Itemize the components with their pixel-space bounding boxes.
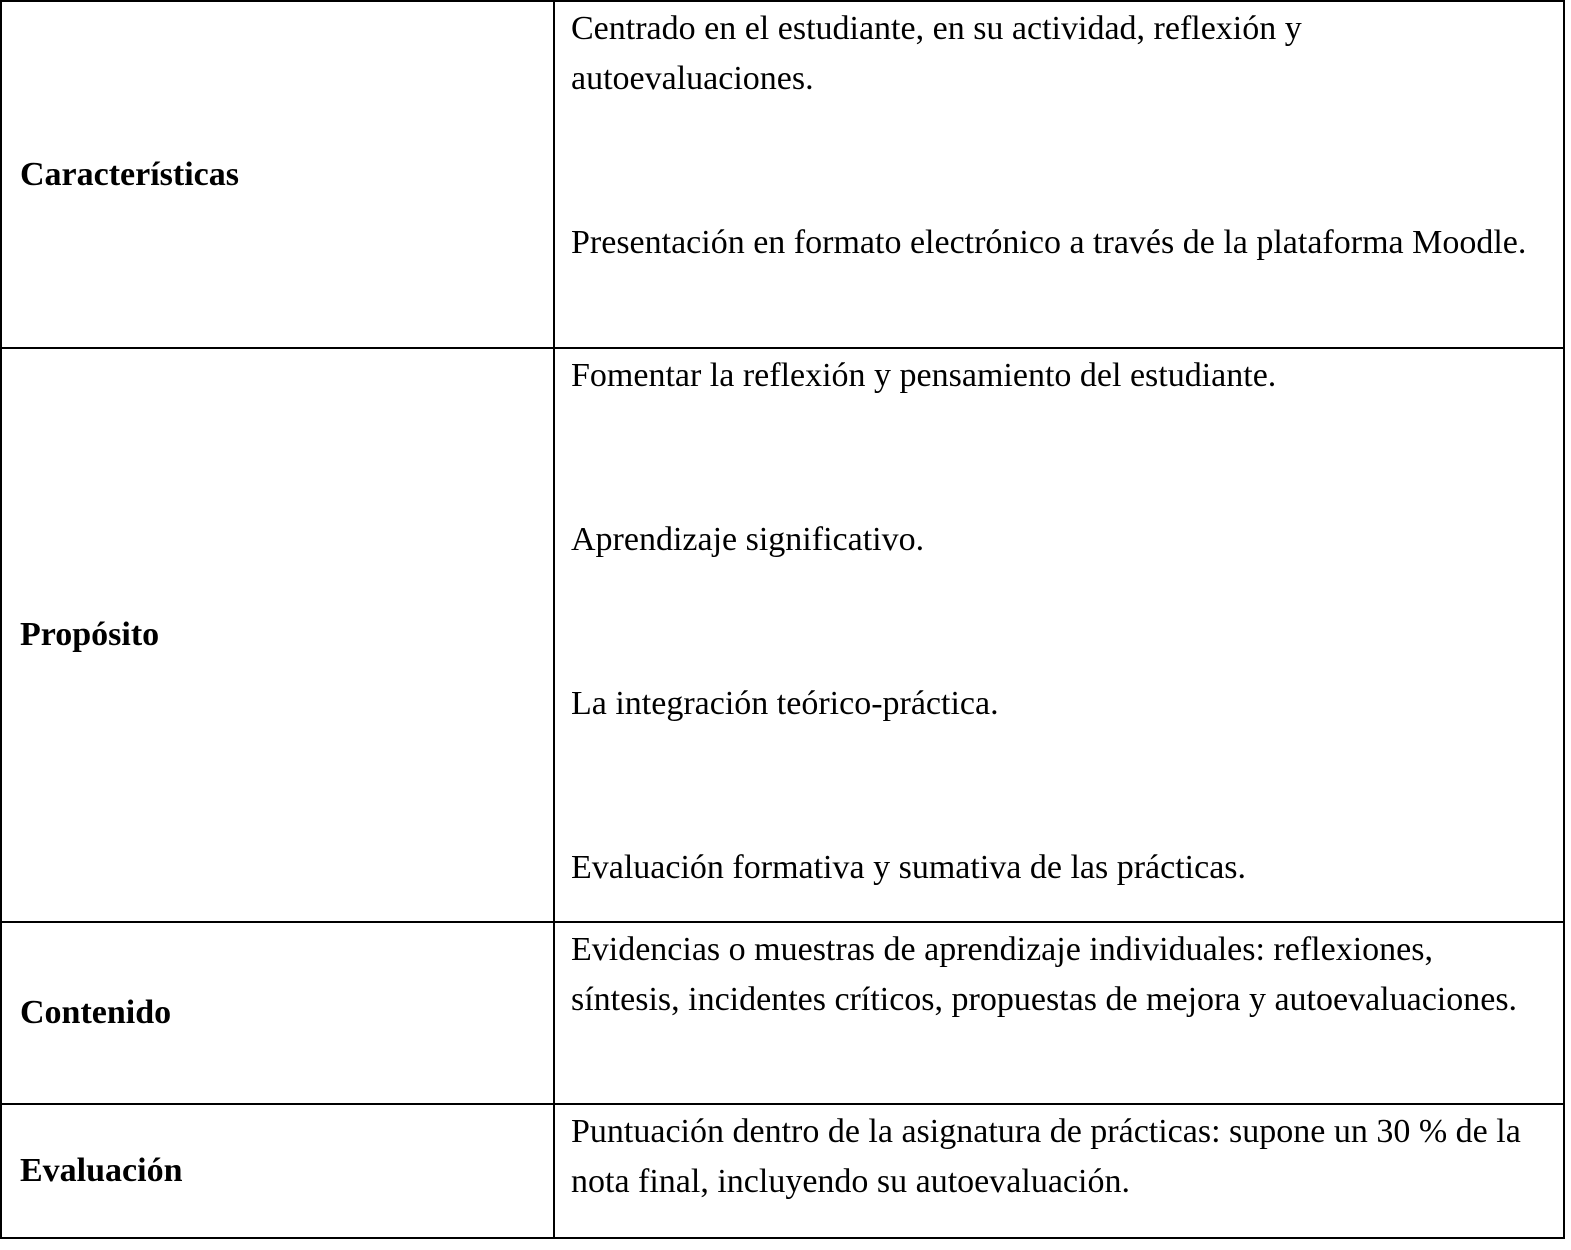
table-row-caracteristicas bbox=[1, 1, 1564, 348]
paragraph: Evaluación formativa y sumativa de las prácticas. bbox=[571, 849, 1247, 886]
row-content bbox=[554, 1, 1564, 348]
row-content bbox=[554, 348, 1564, 922]
paragraph: Fomentar la reflexión y pensamiento del estudiante. bbox=[571, 357, 1277, 394]
row-label: Contenido bbox=[1, 922, 554, 1104]
paragraph: Aprendizaje significativo. bbox=[571, 521, 925, 558]
paragraph: Evidencias o muestras de aprendizaje individuales: reflexiones, síntesis, incidentes críticos, propuestas de mejora y autoevaluaciones. bbox=[571, 931, 1518, 1018]
paragraph: Puntuación dentro de la asignatura de prácticas: supone un 30 % de la nota final, incluyendo su autoevaluación. bbox=[571, 1113, 1521, 1200]
row-content bbox=[554, 922, 1564, 1104]
table-row-contenido bbox=[1, 922, 1564, 1104]
row-label: Evaluación bbox=[1, 1104, 554, 1238]
paragraph: La integración teórico-práctica. bbox=[571, 685, 999, 722]
table-row-proposito bbox=[1, 348, 1564, 922]
paragraph: Centrado en el estudiante, en su actividad, reflexión y autoevaluaciones. bbox=[571, 10, 1302, 97]
table-row-evaluacion bbox=[1, 1104, 1564, 1238]
row-label: Propósito bbox=[1, 348, 554, 922]
paragraph: Presentación en formato electrónico a través de la plataforma Moodle. bbox=[571, 224, 1527, 261]
row-content bbox=[554, 1104, 1564, 1238]
row-label: Características bbox=[1, 1, 554, 348]
